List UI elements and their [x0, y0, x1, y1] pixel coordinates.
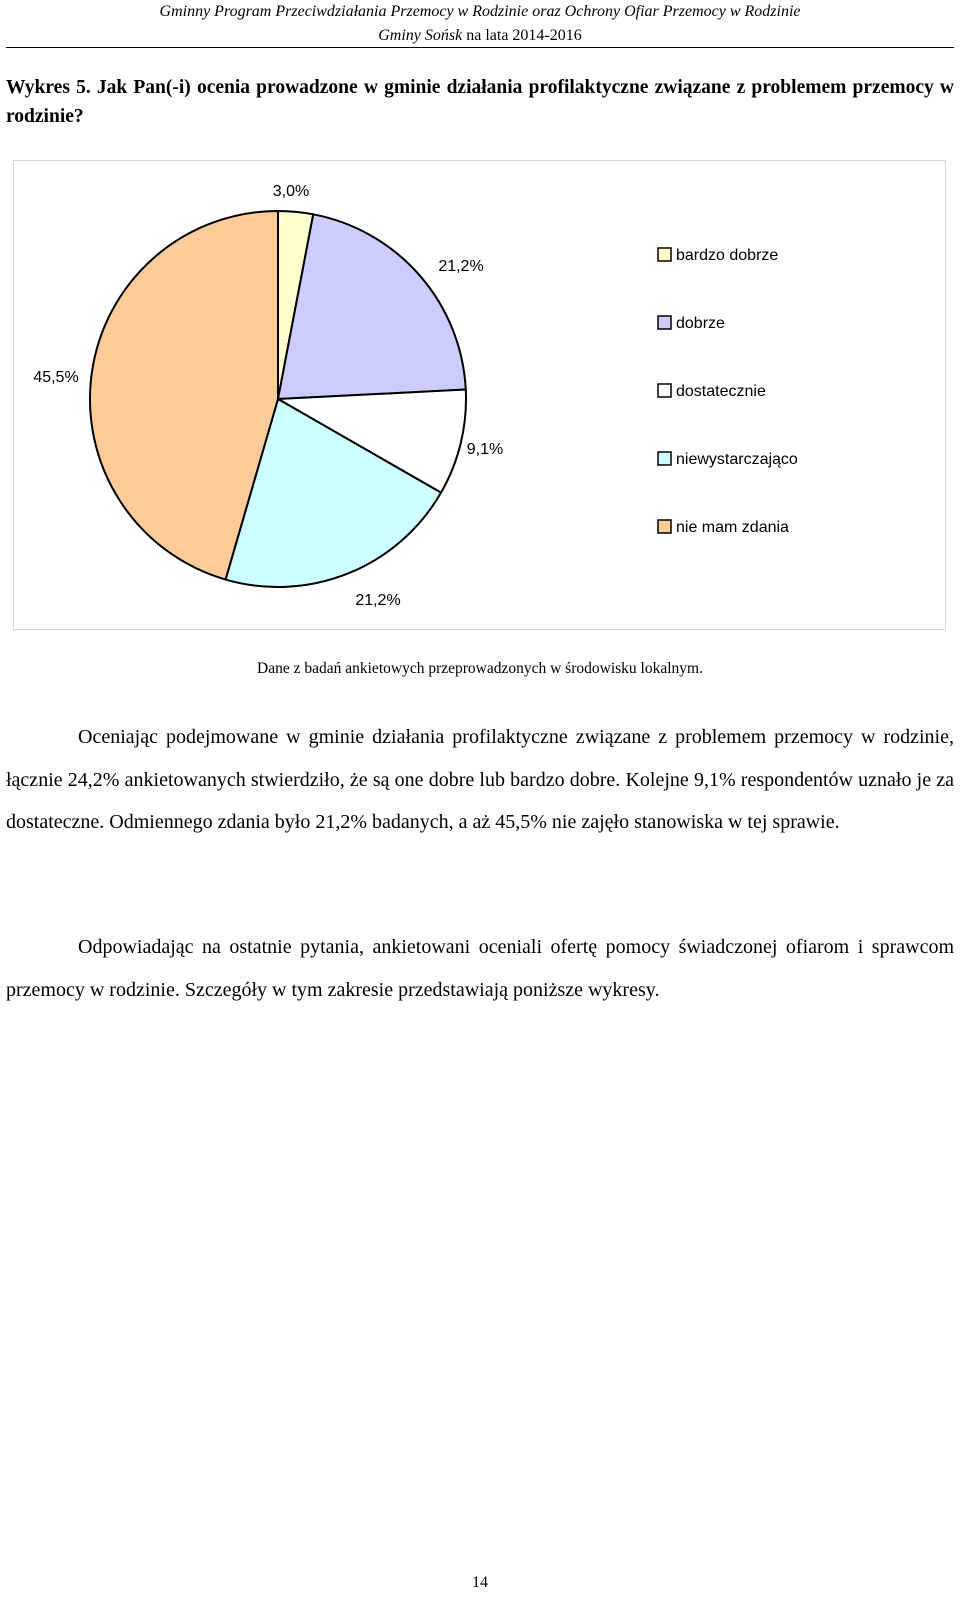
slice-label-1: 3,0% — [272, 183, 310, 200]
source-note: Dane z badań ankietowych przeprowadzonych w środowisku lokalnym. — [257, 660, 703, 677]
slice-label-2: 21,2% — [438, 258, 484, 275]
legend-swatch-2 — [658, 316, 671, 329]
legend-label-1: bardzo dobrze — [676, 247, 779, 264]
legend-label-5: nie mam zdania — [676, 519, 789, 536]
paragraph-2: Odpowiadając na ostatnie pytania, ankietowani oceniali ofertę pomocy świadczonej ofiarom i sprawcom przemocy w rodzinie. Szczegóły w tym zakresie przedstawiają poniższe wykresy. — [6, 936, 954, 1001]
header-municipality: Gminy Sońsk — [378, 27, 463, 44]
pie-chart — [13, 160, 946, 630]
header-subtitle — [0, 24, 960, 48]
legend-swatch-3 — [658, 384, 671, 397]
legend-swatch-4 — [658, 452, 671, 465]
pie-chart-svg — [14, 161, 947, 631]
slice-label-5: 45,5% — [33, 369, 79, 386]
page-header — [0, 0, 960, 48]
slice-label-4: 21,2% — [355, 592, 401, 609]
legend-label-4: niewystarczająco — [676, 451, 798, 468]
page-number: 14 — [472, 1574, 488, 1591]
paragraph-1: Oceniając podejmowane w gminie działania profilaktyczne związane z problemem przemocy w rodzinie, łącznie 24,2% ankietowanych stwierdziło, że są one dobre lub bardzo dobre. Kolejne 9,1% respondentów uznało je za dostateczne. Odmiennego zdania było 21,2% badanych, a aż 45,5% nie zajęło stanowiska w tej sprawie. — [6, 726, 954, 833]
header-years: na lata 2014-2016 — [462, 27, 582, 44]
legend-swatch-5 — [658, 520, 671, 533]
header-rule — [6, 47, 954, 48]
chart-caption: Wykres 5. Jak Pan(-i) ocenia prowadzone w gminie działania profilaktyczne związane z problemem przemocy w rodzinie? — [6, 77, 954, 127]
slice-label-3: 9,1% — [466, 441, 504, 458]
header-title: Gminny Program Przeciwdziałania Przemocy w Rodzinie oraz Ochrony Ofiar Przemocy w Rodzinie — [159, 3, 801, 20]
legend-label-3: dostatecznie — [676, 383, 766, 400]
legend-swatch-1 — [658, 248, 671, 261]
legend-label-2: dobrze — [676, 315, 725, 332]
